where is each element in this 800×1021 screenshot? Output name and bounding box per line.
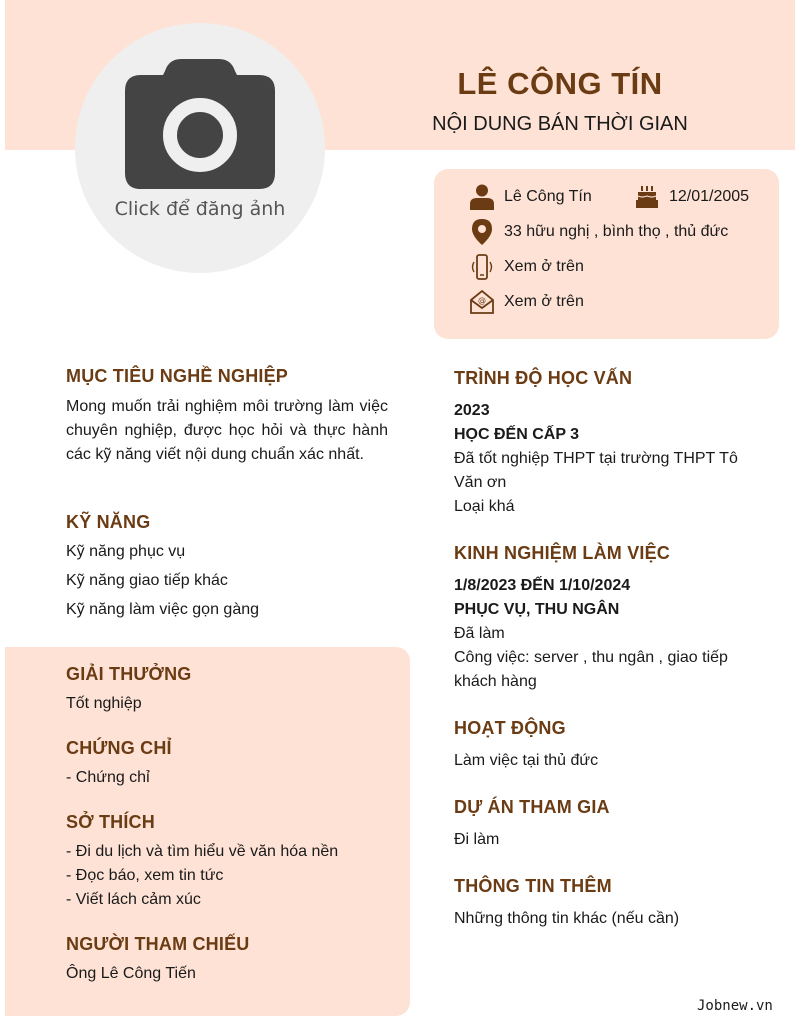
skills-title: KỸ NĂNG — [66, 512, 151, 532]
person-icon — [469, 183, 495, 211]
experience-position: PHỤC VỤ, THU NGÂN — [454, 601, 620, 618]
education-description: Đã tốt nghiệp THPT tại trường THPT Tô — [454, 450, 738, 467]
job-title: NỘI DUNG BÁN THỜI GIAN — [432, 113, 688, 135]
certificates-title: CHỨNG CHỈ — [66, 738, 172, 758]
skill-item: Kỹ năng phục vụ — [66, 543, 186, 560]
hobby-item: - Đọc báo, xem tin tức — [66, 867, 224, 884]
hobbies-title: SỞ THÍCH — [66, 812, 155, 832]
email-icon — [469, 288, 495, 316]
experience-title: KINH NGHIỆM LÀM VIỆC — [454, 543, 671, 563]
contact-name — [469, 183, 592, 211]
education-title: TRÌNH ĐỘ HỌC VẤN — [454, 368, 633, 388]
education-year: 2023 — [454, 402, 490, 419]
activities-text: Làm việc tại thủ đức — [454, 752, 599, 769]
svg-text:@: @ — [478, 296, 486, 305]
brand-watermark: Jobnew.vn — [697, 998, 773, 1014]
experience-description: khách hàng — [454, 673, 537, 690]
contact-birthday — [634, 183, 749, 211]
skill-item: Kỹ năng làm việc gọn gàng — [66, 601, 260, 618]
contact-address — [469, 218, 728, 246]
camera-icon — [125, 59, 275, 189]
objective-text: Mong muốn trải nghiệm môi trường làm việc chuyên nghiệp, được học hỏi và thực hành các kỹ năng viết nội dung chuẩn xác nhất. — [66, 398, 388, 463]
contact-email — [469, 288, 584, 316]
projects-title: DỰ ÁN THAM GIA — [454, 797, 610, 817]
experience-period: 1/8/2023 ĐẾN 1/10/2024 — [454, 577, 631, 594]
additional-info-title: THÔNG TIN THÊM — [454, 876, 612, 896]
location-pin-icon — [469, 218, 495, 246]
hobby-item: - Viết lách cảm xúc — [66, 891, 201, 908]
contact-address-text: 33 hữu nghị , bình thọ , thủ đức — [504, 223, 729, 240]
projects-text: Đi làm — [454, 831, 500, 848]
contact-birthday-text: 12/01/2005 — [669, 188, 750, 205]
contact-email-text: Xem ở trên — [504, 293, 584, 310]
photo-caption: Click để đăng ảnh — [114, 198, 286, 220]
references-text: Ông Lê Công Tiến — [66, 965, 196, 982]
education-description: Văn ơn — [454, 474, 507, 491]
activities-title: HOẠT ĐỘNG — [454, 718, 566, 738]
references-title: NGƯỜI THAM CHIẾU — [66, 934, 250, 954]
hobby-item: - Đi du lịch và tìm hiểu về văn hóa nền — [66, 843, 339, 860]
phone-icon — [469, 253, 495, 281]
candidate-name: LÊ CÔNG TÍN — [457, 66, 663, 101]
experience-status: Đã làm — [454, 625, 505, 642]
education-level: HỌC ĐẾN CẤP 3 — [454, 426, 580, 443]
objective-title: MỤC TIÊU NGHỀ NGHIỆP — [66, 366, 289, 386]
birthday-cake-icon — [634, 183, 660, 211]
contact-phone — [469, 253, 584, 281]
skill-item: Kỹ năng giao tiếp khác — [66, 572, 228, 589]
experience-description: Công việc: server , thu ngân , giao tiếp — [454, 649, 728, 666]
contact-name-text: Lê Công Tín — [504, 188, 592, 205]
avatar-upload[interactable] — [75, 23, 325, 273]
additional-info-text: Những thông tin khác (nếu cần) — [454, 910, 680, 927]
contact-phone-text: Xem ở trên — [504, 258, 584, 275]
certificates-text: - Chứng chỉ — [66, 769, 150, 786]
awards-title: GIẢI THƯỞNG — [66, 664, 192, 684]
education-grade: Loại khá — [454, 498, 515, 515]
awards-text: Tốt nghiệp — [66, 695, 142, 712]
